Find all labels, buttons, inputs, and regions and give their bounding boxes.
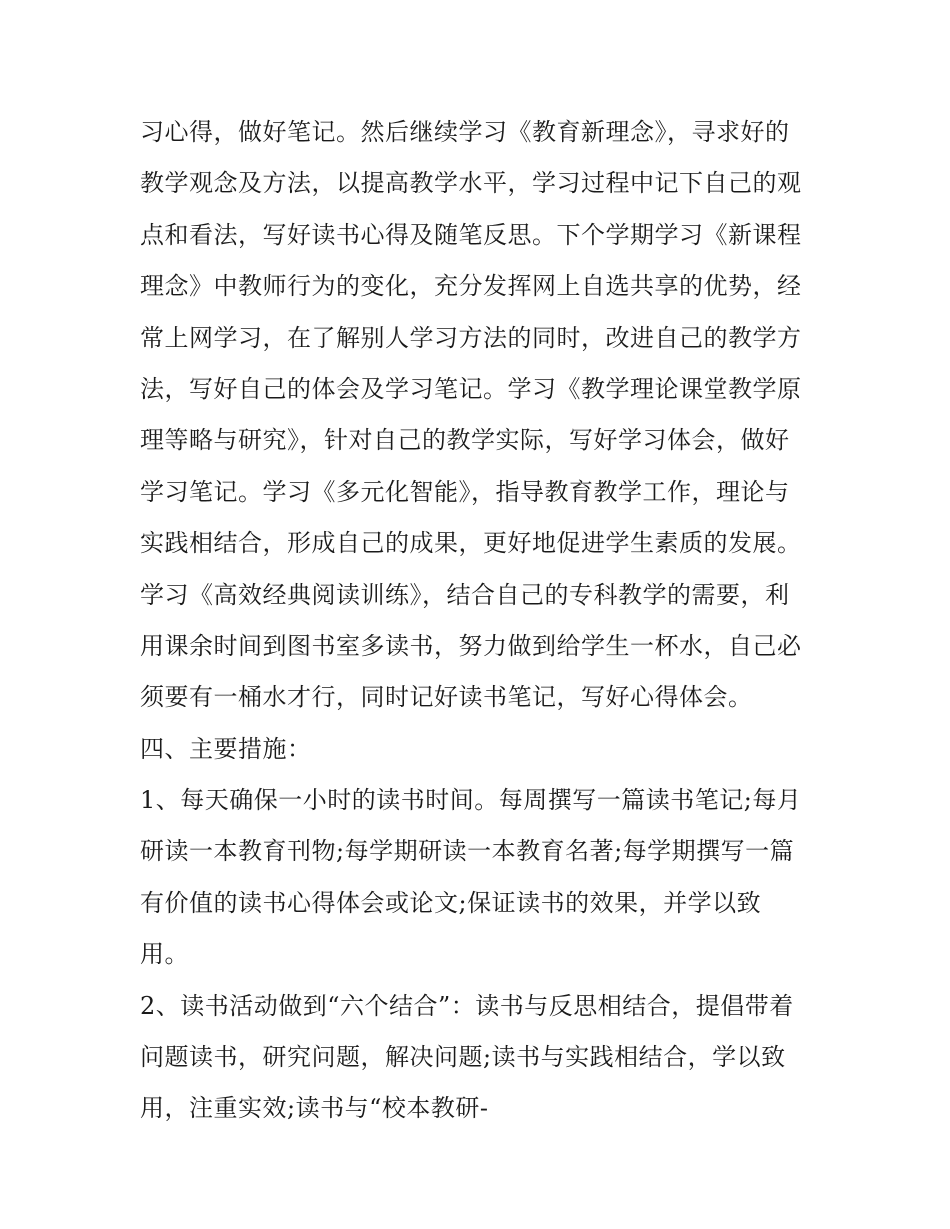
text-line: 习心得，做好笔记。然后继续学习《教育新理念》，寻求好的 [140, 118, 790, 146]
text-line: 理念》中教师行为的变化，充分发挥网上自选共享的优势，经 [140, 272, 802, 301]
text-line: 2、读书活动做到“六个结合”：读书与反思相结合，提倡带着 [140, 991, 794, 1020]
text-line: 理等略与研究》，针对自己的教学实际，写好学习体会，做好 [140, 426, 790, 455]
text-line: 点和看法，写好读书心得及随笔反思。下个学期学习《新课程 [140, 220, 802, 249]
text-line: 用课余时间到图书室多读书，努力做到给学生一杯水，自己必 [140, 631, 802, 660]
text-line: 法，写好自己的体会及学习笔记。学习《教学理论课堂教学原 [140, 374, 802, 403]
text-line: 须要有一桶水才行，同时记好读书笔记，写好心得体会。 [140, 683, 753, 712]
section-heading: 四、主要措施： [140, 734, 312, 763]
document-body [140, 107, 820, 1135]
text-line: 问题读书，研究问题，解决问题;读书与实践相结合，学以致 [140, 1043, 786, 1072]
text-line: 研读一本教育刊物;每学期研读一本教育名著;每学期撰写一篇 [140, 837, 795, 866]
text-line: 学习笔记。学习《多元化智能》，指导教育教学工作，理论与 [140, 477, 790, 506]
text-line: 用。 [140, 940, 189, 969]
text-line: 常上网学习，在了解别人学习方法的同时，改进自己的教学方 [140, 323, 802, 352]
text-line: 实践相结合，形成自己的成果，更好地促进学生素质的发展。 [140, 529, 802, 558]
text-line: 学习《高效经典阅读训练》，结合自己的专科教学的需要，利 [140, 580, 790, 609]
text-line: 有价值的读书心得体会或论文;保证读书的效果，并学以致 [140, 888, 762, 917]
text-line: 教学观念及方法，以提高教学水平，学习过程中记下自己的观 [140, 169, 802, 198]
text-line: 用，注重实效;读书与“校本教研- [140, 1094, 489, 1123]
text-line: 1、每天确保一小时的读书时间。每周撰写一篇读书笔记;每月 [140, 786, 802, 815]
